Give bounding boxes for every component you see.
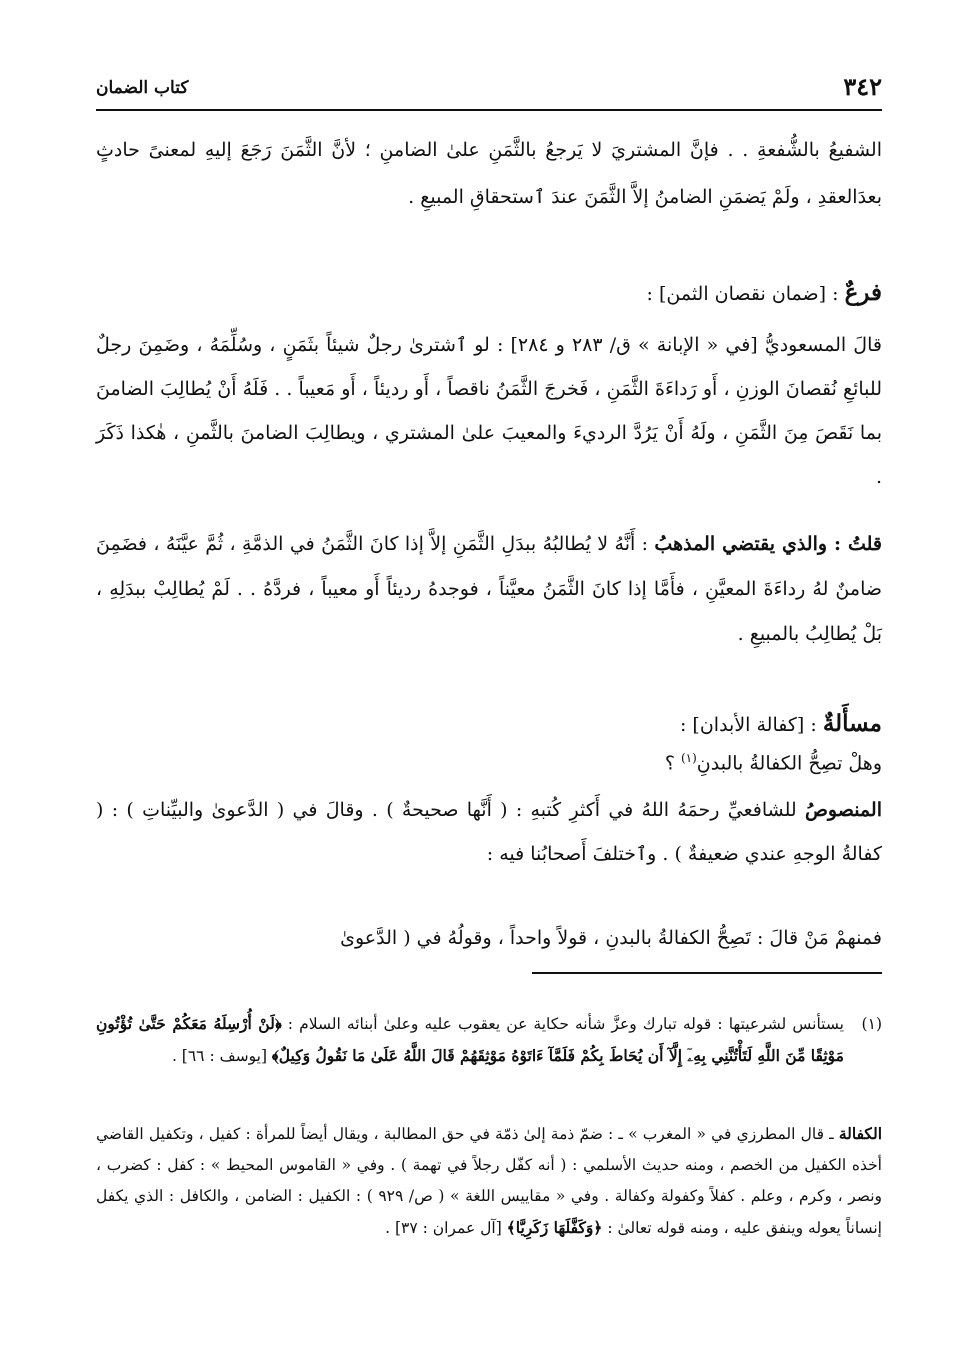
heading-title: : [كفالة الأبدان] : <box>679 714 823 736</box>
paragraph-text: وهلْ تصِحُّ الكفالةُ بالبدنِ <box>696 752 882 775</box>
section-heading-far <box>96 273 882 314</box>
footnote-kafala-definition <box>96 1118 882 1244</box>
quran-quote: ﴿وَكَفَّلَهَا زَكَرِيَّا﴾ <box>506 1218 603 1237</box>
question-mark: ؟ <box>664 752 681 775</box>
paragraph-qultu <box>96 522 882 657</box>
term-qultu: قلتُ <box>847 533 882 555</box>
term-madhhab: : والذي يقتضي المذهبُ <box>654 533 848 555</box>
footnote-text: ـ قال المطرزي في « المغرب » ـ : ضمّ ذمة إلىٰ ذمّة في حق المطالبة ، ويقال أيضاً للمرأة : كفيل ، وتكفيل القاضي أخذه الكفيل من الخصم ، ومنه حديث الأسلمي : ( أنه كفّل رجلاً في تهمة ) . وفي « القاموس المحيط » : كفل : كضرب ، ونصر ، وكرم ، وعلم . كفلاً وكفولة وكفالة . وفي « مقاييس اللغة » ( ص/ ٩٢٩ ) : الكفيل : الضامن ، والكافل : الذي يكفل إنساناً يعوله وينفق عليه ، ومنه قوله تعالىٰ : <box>96 1125 882 1237</box>
footnote-1 <box>96 1008 882 1072</box>
paragraph-text: قالَ المسعوديُّ [في « الإبانة » ق/ ٢٨٣ و ٢٨٤] : لو ٱشترىٰ رجلٌ شيئاً بثَمَنٍ ، وسُلِّمَهُ ، وضَمِنَ رجلٌ للبائعِ نُقصانَ الوزنِ ، أَو رَداءَةَ الثَّمَنِ ، فَخرجَ الثَّمَنُ ناقصاً ، أَو رديئاً ، أَو مَعيباً . . فَلَهُ أَنْ يُطالِبَ الضامنَ بما نَقَصَ مِنَ الثَّمَنِ ، ولَهُ أَنْ يَرُدَّ الرديءَ والمعيبَ علىٰ المشتري ، ويطالِبَ الضامنَ بالثَّمنِ ، هٰكذا ذَكَرَ . <box>96 334 882 488</box>
quran-reference: [يوسف : ٦٦] . <box>171 1047 272 1065</box>
page-header <box>96 72 882 108</box>
paragraph-text: الشفيعُ بالشُّفعةِ . . فإنَّ المشتريَ لا يَرجعُ بالثَّمَنِ علىٰ الضامنِ ؛ لأنَّ الثَّمَنَ رَجَعَ إليهِ لمعنىً حادثٍ بعدَالعقدِ ، ولَمْ يَضمَنِ الضامنُ إلاَّ الثَّمَنَ عندَ ٱستحقاقِ المبيعِ . <box>96 139 882 208</box>
footnote-text: يستأنس لشرعيتها : قوله تبارك وعزَّ شأنه حكاية عن يعقوب عليه وعلىٰ أبنائه السلام : <box>281 1015 844 1033</box>
quran-quote: ﴿لَنْ أُرْسِلَهُ مَعَكُمْ حَتَّىٰ تُؤْتُونِ مَوْثِقًا مِّنَ اللَّهِ لَتَأْتُنَّنِي بِهِۦٓ إِلَّآ أَن يُحَاطَ بِكُمْ فَلَمَّآ ءَاتَوْهُ مَوْثِقَهُمْ قَالَ اللَّهُ عَلَىٰ مَا نَقُولُ وَكِيلٌ﴾ <box>96 1014 844 1065</box>
footnote-divider <box>532 972 882 974</box>
footnote-number: (١) <box>861 1015 882 1033</box>
footnote-body <box>96 1008 844 1072</box>
paragraph-text: للشافعيِّ رحمَهُ اللهُ في أَكثرِ كُتبهِ : ( أَنَّها صحيحةٌ ) . وقالَ في ( الدَّعوىٰ والبيِّناتِ ) : ( كفالةُ الوجهِ عندي ضعيفةٌ ) . وٱختلفَ أَصحابُنا فيه : <box>96 799 882 865</box>
paragraph-text: : أَنَّهُ لا يُطالبُهُ ببدَلِ الثَّمَنِ إلاَّ إذا كانَ الثَّمَنُ في الذمَّةِ ، ثُمَّ عيَّنَهُ ، فضَمِنَ ضامنٌ لهُ رداءَةَ المعيَّنِ ، فأَمَّا إذا كانَ الثَّمَنُ معيَّناً ، فوجدهُ رديئاً أَو معيباً ، فردَّهُ . . لَمْ يُطالِبْ ببدَلِهِ ، بَلْ يُطالِبُ بالمبيعِ . <box>96 533 882 645</box>
paragraph-masudi <box>96 323 926 499</box>
paragraph-minhum <box>96 916 882 960</box>
paragraph-text: فمنهمْ مَنْ قالَ : تَصِحُّ الكفالةُ بالبدنِ ، قولاً واحداً ، وقولُهُ في ( الدَّعوىٰ <box>340 927 882 949</box>
running-title: كتاب الضمان <box>96 78 189 98</box>
footnote-term: الكفالة <box>838 1124 882 1143</box>
heading-term: مسأَلةٌ <box>822 710 882 737</box>
term-mansus: المنصوصُ <box>804 799 882 821</box>
paragraph-mansus <box>96 788 882 876</box>
paragraph-question <box>96 738 926 783</box>
quran-reference: [آل عمران : ٣٧] . <box>385 1219 507 1237</box>
page-number: ٣٤٢ <box>843 72 882 101</box>
heading-term: فرعٌ <box>844 279 882 306</box>
header-divider <box>96 109 882 111</box>
footnote-ref: (١) <box>680 751 697 765</box>
paragraph-shafi-continuation <box>96 127 882 221</box>
heading-title: : [ضمان نقصان الثمن] : <box>646 283 845 305</box>
